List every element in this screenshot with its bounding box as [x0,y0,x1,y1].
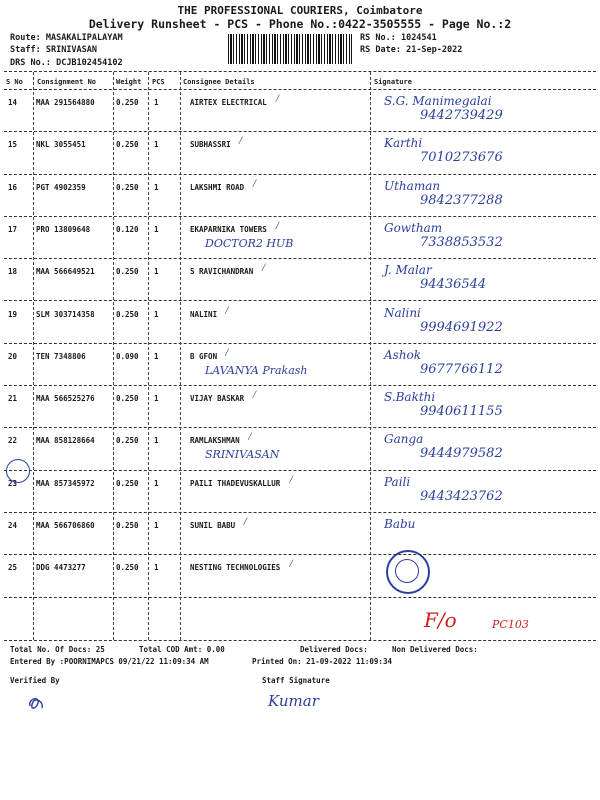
row-pcs: 1 [154,267,159,277]
row-consignee: EKAPARNIKA TOWERS [190,224,267,234]
row-signature: Paili [384,474,411,489]
row-consignment: MAA 857345972 [36,478,95,488]
tick-mark: ⁄ [246,430,254,444]
row-phone: 7010273676 [420,150,503,166]
row-signature: Babu [384,517,416,531]
route-value: MASAKALIPALAYAM [45,33,123,43]
total-cod: Total COD Amt: 0.00 [139,645,225,654]
row-phone: 9442739429 [420,108,503,123]
row-weight: 0.090 [116,351,139,361]
row-consignment: MAA 291564880 [36,98,95,107]
row-phone: 9842377288 [420,192,503,208]
row-phone: 94436544 [420,277,487,293]
row-signature: Uthaman [384,178,441,193]
row-consignment: MAA 566706860 [36,521,95,530]
rs-no-line: RS No.: 1024541 [360,33,437,43]
company-name: THE PROFESSIONAL COURIERS, Coimbatore [177,4,423,17]
verified-by: Verified By [10,676,60,685]
row-consignment: NKL 3055451 [36,140,86,150]
staff-sign-scribble: Kumar [268,692,319,710]
row-consignment: PRO 13809648 [36,224,91,234]
row-sno: 17 [8,224,18,234]
row-weight: 0.250 [116,478,139,488]
row-signature: Gowtham [384,220,443,235]
row-divider [4,597,596,598]
tick-mark: ⁄ [223,345,231,359]
row-phone: 9443423762 [420,488,503,504]
route-line: Route: MASAKALIPALAYAM [10,33,123,43]
row-pcs: 1 [154,521,159,530]
row-consignee: LAKSHMI ROAD [190,182,245,192]
row-weight: 0.120 [116,224,139,234]
table-row [0,471,600,513]
table-row [0,217,600,259]
row-pcs: 1 [154,563,159,573]
delivered-docs: Delivered Docs: [300,645,368,654]
row-phone: 7338853532 [420,234,503,250]
row-sno: 20 [8,351,18,361]
row-sno: 15 [8,140,18,150]
table-row [0,555,600,597]
col-sno: S No [6,78,23,86]
row-consignee: AIRTEX ELECTRICAL [190,98,267,107]
staff-signature-label: Staff Signature [262,676,330,685]
printed-on: Printed On: 21-09-2022 11:09:34 [252,657,392,666]
row-pcs: 1 [154,394,159,404]
runsheet-title: Delivery Runsheet - PCS - Phone No.:0422-3505555 - Page No.:2 [88,17,512,31]
tick-mark: ⁄ [223,303,231,317]
staff-value: SRINIVASAN [45,45,98,55]
row-consignment: MAA 858128664 [36,436,95,446]
tick-mark: ⁄ [288,557,295,571]
rs-date-value: 21-Sep-2022 [406,45,463,55]
tick-mark: ⁄ [242,515,249,528]
row-weight: 0.250 [116,436,139,446]
total-docs-value: 25 [95,645,105,654]
table-row [0,132,600,174]
row-consignment: SLM 303714358 [36,309,95,319]
row-consignee: RAMLAKSHMAN [190,436,240,446]
row-signature: Karthi [384,136,423,151]
row-signature: Ashok [384,347,422,362]
row-weight: 0.250 [116,394,139,404]
entered-by: Entered By :POORNIMAPCS 09/21/22 11:09:34 AM [10,657,209,666]
courier-stamp [386,550,430,594]
total-cod-value: 0.00 [206,645,225,654]
row-consignee: S RAVICHANDRAN [190,267,254,277]
row-sno: 14 [8,98,18,107]
row-phone: 9994691922 [420,319,503,335]
verified-initials [26,694,48,712]
row-pcs: 1 [154,309,159,319]
flo-annotation: F/o [424,608,457,632]
row-pcs: 1 [154,478,159,488]
row-pcs: 1 [154,224,159,234]
row-sno: 24 [8,521,18,530]
row-signature: Nalini [384,305,421,320]
drs-line: DRS No.: DCJB102454102 [10,58,123,68]
tick-mark: ⁄ [237,134,244,148]
row-phone: 9940611155 [420,404,503,420]
table-row [0,344,600,386]
row-signature: J. Malar [384,263,432,278]
tick-mark: ⁄ [274,218,281,232]
row-consignee: B GFON [190,351,218,361]
col-pcs: PCS [152,78,165,86]
row-pcs: 1 [154,98,159,107]
total-docs: Total No. Of Docs: 25 [10,645,105,654]
table-row [0,428,600,470]
row-consignee: NESTING TECHNOLOGIES [190,563,281,573]
table-top-rule [4,71,596,72]
row-signature: S.Bakthi [384,390,436,405]
tick-mark: ⁄ [260,261,267,275]
col-weight: Weight [116,78,142,86]
row-phone: 9677766112 [420,361,503,377]
row-sno: 21 [8,394,18,404]
row-weight: 0.250 [116,267,139,277]
table-row [0,513,600,555]
tick-mark: ⁄ [251,388,258,402]
row-pcs: 1 [154,351,159,361]
row-consignment: DDG 4473277 [36,563,86,573]
row-pcs: 1 [154,436,159,446]
circle-mark [6,459,30,483]
row-weight: 0.250 [116,309,139,319]
tick-mark: ⁄ [288,472,295,486]
row-consignment: TEN 7348806 [36,351,86,361]
row-note: LAVANYA Prakash [205,363,308,377]
row-phone: 9444979582 [420,446,503,462]
row-consignment: PGT 4902359 [36,182,86,192]
row-weight: 0.250 [116,521,139,530]
row-note: SRINIVASAN [205,448,280,462]
tick-mark: ⁄ [251,176,258,190]
row-note: DOCTOR2 HUB [205,236,294,250]
row-sno: 16 [8,182,18,192]
col-signature: Signature [374,78,412,86]
row-consignee: NALINI [190,309,218,319]
table-row [0,259,600,301]
row-weight: 0.250 [116,98,139,107]
row-consignee: PAILI THADEVUSKALLUR [190,478,281,488]
row-consignment: MAA 566525276 [36,394,95,404]
drs-value: DCJB102454102 [56,58,123,68]
rs-date-line: RS Date: 21-Sep-2022 [360,45,463,55]
row-weight: 0.250 [116,140,139,150]
col-consignment: Consignment No [37,78,97,86]
staff-line: Staff: SRINIVASAN [10,45,98,55]
row-sno: 22 [8,436,18,446]
row-pcs: 1 [154,140,159,150]
row-sno: 23 [8,478,18,488]
row-sno: 19 [8,309,18,319]
row-consignee: SUBHASSRI [190,140,231,150]
row-sno: 18 [8,267,18,277]
table-bottom-rule [4,640,596,641]
table-row [0,386,600,428]
table-row [0,90,600,132]
col-consignee: Consignee Details [183,78,255,86]
table-row [0,175,600,217]
row-consignee: VIJAY BASKAR [190,394,245,404]
row-sno: 25 [8,563,18,573]
row-signature: Ganga [384,432,424,447]
non-delivered-docs: Non Delivered Docs: [392,645,478,654]
row-weight: 0.250 [116,182,139,192]
barcode [228,34,352,64]
row-consignment: MAA 566649521 [36,267,95,277]
row-pcs: 1 [154,182,159,192]
table-row [0,302,600,344]
row-signature: S.G. Manimegalai [384,94,492,108]
row-consignee: SUNIL BABU [190,521,236,530]
tick-mark: ⁄ [274,92,281,105]
rs-no-value: 1024541 [400,33,437,43]
row-weight: 0.250 [116,563,139,573]
code-annotation: PC103 [492,618,529,631]
